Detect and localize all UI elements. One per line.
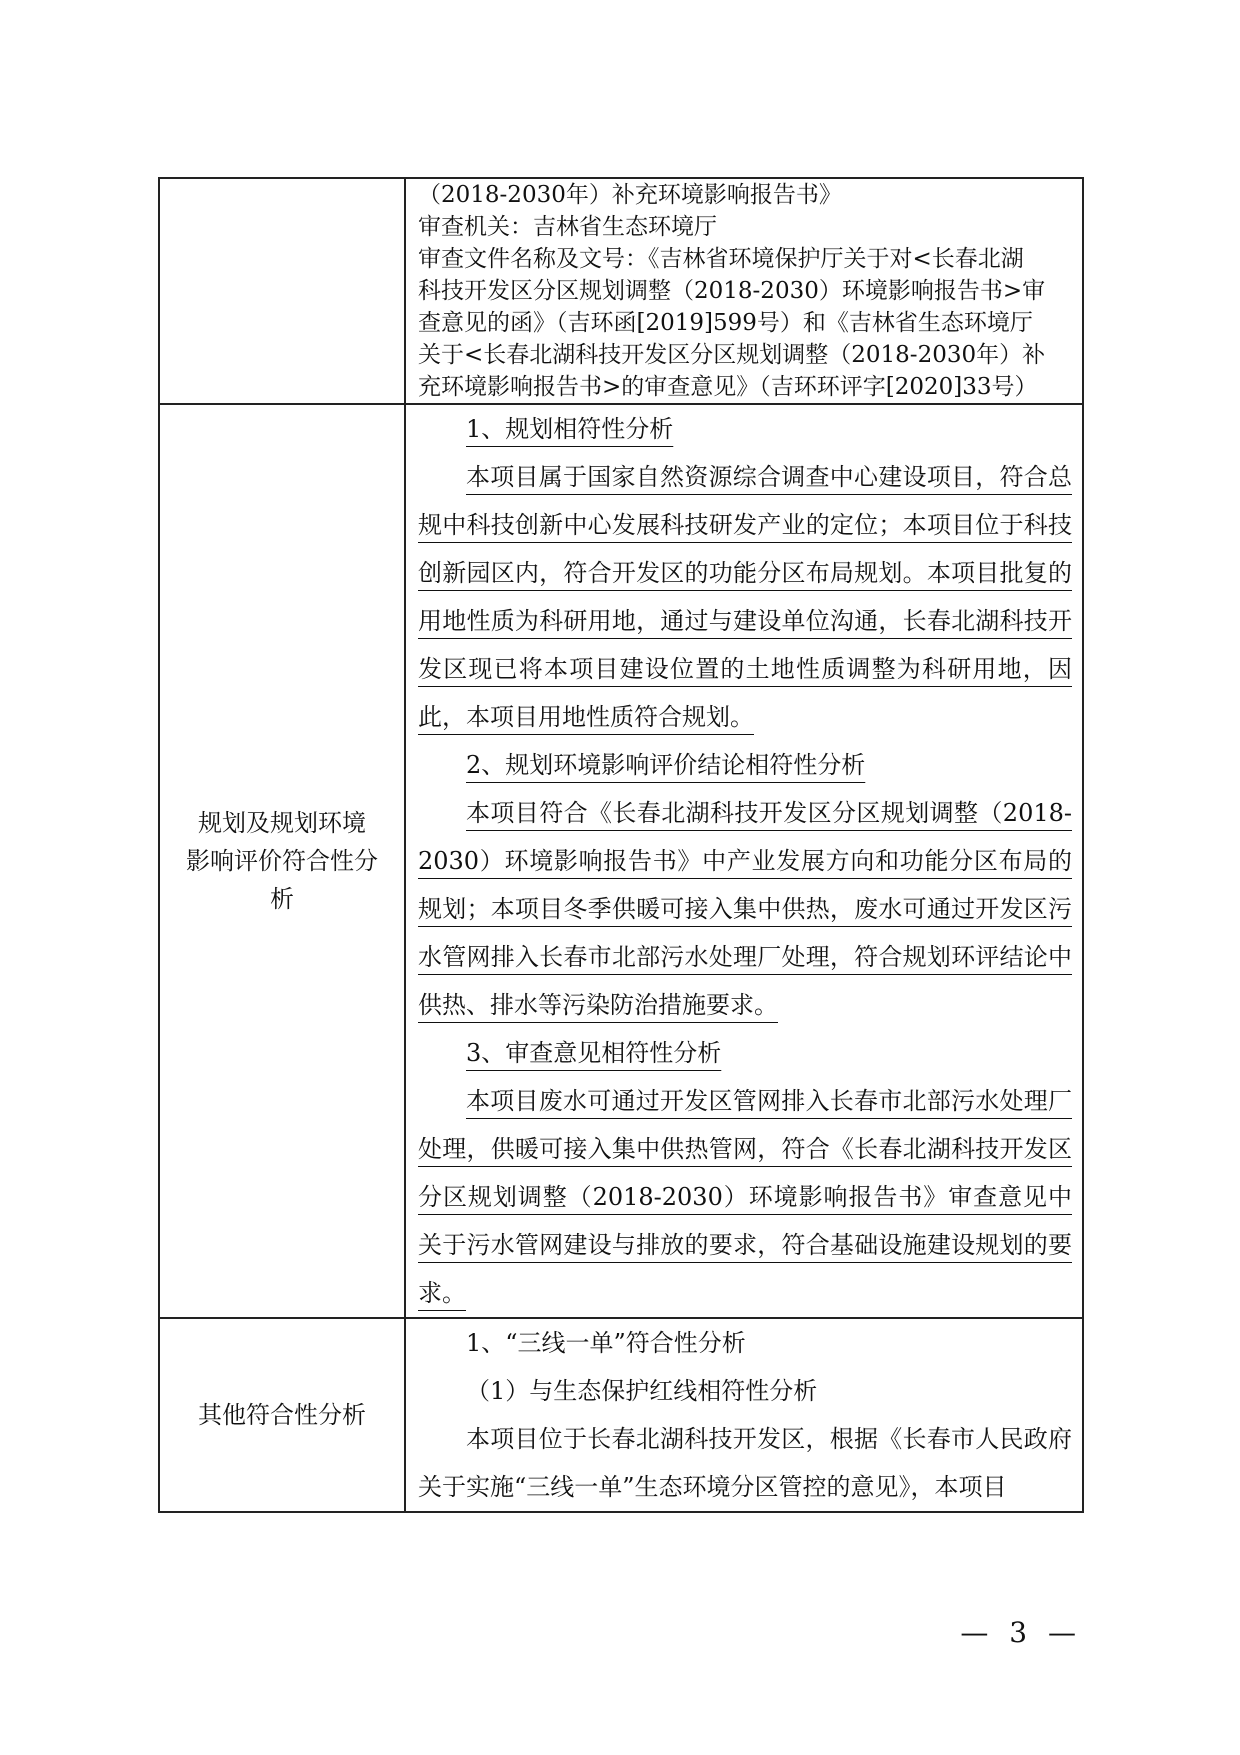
label-line: 影响评价符合性分析 <box>186 847 378 913</box>
review-line: 充环境影响报告书>的审查意见》（吉环环评字[2020]33号） <box>418 374 1038 400</box>
section-heading: （1）与生态保护红线相符性分析 <box>466 1377 818 1405</box>
review-line: 查意见的函》（吉环函[2019]599号）和《吉林省生态环境厅 <box>418 310 1033 336</box>
other-compliance-content <box>405 1318 1083 1512</box>
table-row-other-compliance <box>159 1318 1083 1512</box>
label-line: 其他符合性分析 <box>198 1401 366 1429</box>
other-compliance-label <box>159 1318 405 1512</box>
review-line: 审查机关：吉林省生态环境厅 <box>418 214 717 240</box>
table-row-planning-compliance <box>159 404 1083 1318</box>
review-info-cell <box>405 178 1083 404</box>
document-table <box>158 177 1084 1513</box>
planning-compliance-label <box>159 404 405 1318</box>
section-paragraph: 本项目位于长春北湖科技开发区，根据《长春市人民政府关于实施“三线一单”生态环境分区管控的意见》，本项目 <box>418 1425 1072 1501</box>
section-heading: 1、规划相符性分析 <box>466 415 674 443</box>
label-line: 规划及规划环境 <box>198 809 366 837</box>
review-line: 关于<长春北湖科技开发区分区规划调整（2018-2030年）补 <box>418 342 1046 368</box>
section-paragraph: 本项目属于国家自然资源综合调查中心建设项目，符合总规中科技创新中心发展科技研发产业的定位；本项目位于科技创新园区内，符合开发区的功能分区布局规划。本项目批复的用地性质为科研用地，通过与建设单位沟通，长春北湖科技开发区现已将本项目建设位置的土地性质调整为科研用地，因此，本项目用地性质符合规划。 <box>418 463 1072 731</box>
section-paragraph: 本项目废水可通过开发区管网排入长春市北部污水处理厂处理，供暖可接入集中供热管网，符合《长春北湖科技开发区分区规划调整（2018-2030）环境影响报告书》审查意见中关于污水管网建设与排放的要求，符合基础设施建设规划的要求。 <box>418 1087 1072 1307</box>
section-paragraph: 本项目符合《长春北湖科技开发区分区规划调整（2018-2030）环境影响报告书》中产业发展方向和功能分区布局的规划；本项目冬季供暖可接入集中供热，废水可通过开发区污水管网排入长春市北部污水处理厂处理，符合规划环评结论中供热、排水等污染防治措施要求。 <box>418 799 1072 1019</box>
section-heading: 1、“三线一单”符合性分析 <box>466 1329 746 1357</box>
planning-compliance-content <box>405 404 1083 1318</box>
section-heading: 2、规划环境影响评价结论相符性分析 <box>466 751 866 779</box>
label-cell-empty <box>159 178 405 404</box>
review-line: 科技开发区分区规划调整（2018-2030）环境影响报告书>审 <box>418 278 1046 304</box>
page-number: — 3 — <box>960 1616 1082 1649</box>
review-line: （2018-2030年）补充环境影响报告书》 <box>418 182 842 208</box>
table-row-review-info <box>159 178 1083 404</box>
section-heading: 3、审查意见相符性分析 <box>466 1039 722 1067</box>
review-line: 审查文件名称及文号：《吉林省环境保护厅关于对<长春北湖 <box>418 246 1024 272</box>
